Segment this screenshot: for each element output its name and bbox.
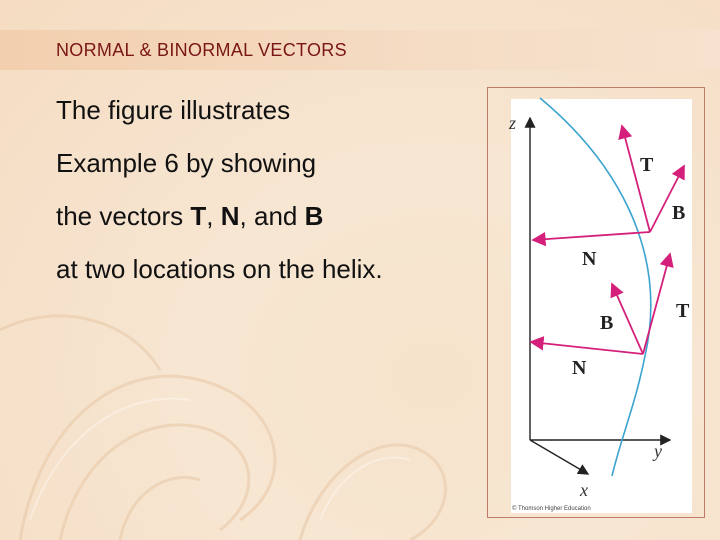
upper-T-label: T <box>640 154 654 176</box>
upper-N-vector <box>533 232 650 240</box>
body-line-1: The figure illustrates <box>56 95 291 125</box>
body-line-3-sep2: , and <box>239 201 305 231</box>
body-line-3 <box>56 190 476 243</box>
lower-N-vector <box>531 342 643 354</box>
body-line-2: Example 6 by showing <box>56 148 317 178</box>
helix-vectors-figure <box>500 96 700 516</box>
x-axis-label: x <box>580 480 588 500</box>
lower-B-vector <box>612 284 643 354</box>
z-axis-label: z <box>509 113 517 133</box>
vector-B-text: B <box>304 201 324 231</box>
lower-B-label: B <box>600 312 614 334</box>
body-line-3-sep1: , <box>206 201 221 231</box>
y-axis-label: y <box>654 441 662 461</box>
body-line-4: at two locations on the helix. <box>56 254 383 284</box>
lower-N-label: N <box>572 357 587 379</box>
x-axis <box>530 440 588 474</box>
body-line-3-prefix: the vectors <box>56 201 191 231</box>
upper-B-label: B <box>672 202 686 224</box>
slide-title: NORMAL & BINORMAL VECTORS <box>56 40 347 60</box>
vector-T-text: T <box>190 201 207 231</box>
upper-N-label: N <box>582 248 597 270</box>
slide-body-text <box>56 84 476 296</box>
upper-T-vector <box>622 126 650 232</box>
vector-N-text: N <box>220 201 240 231</box>
figure-credit: © Thomson Higher Education <box>512 506 591 512</box>
lower-T-label: T <box>676 300 690 322</box>
helix-curve <box>540 98 651 476</box>
